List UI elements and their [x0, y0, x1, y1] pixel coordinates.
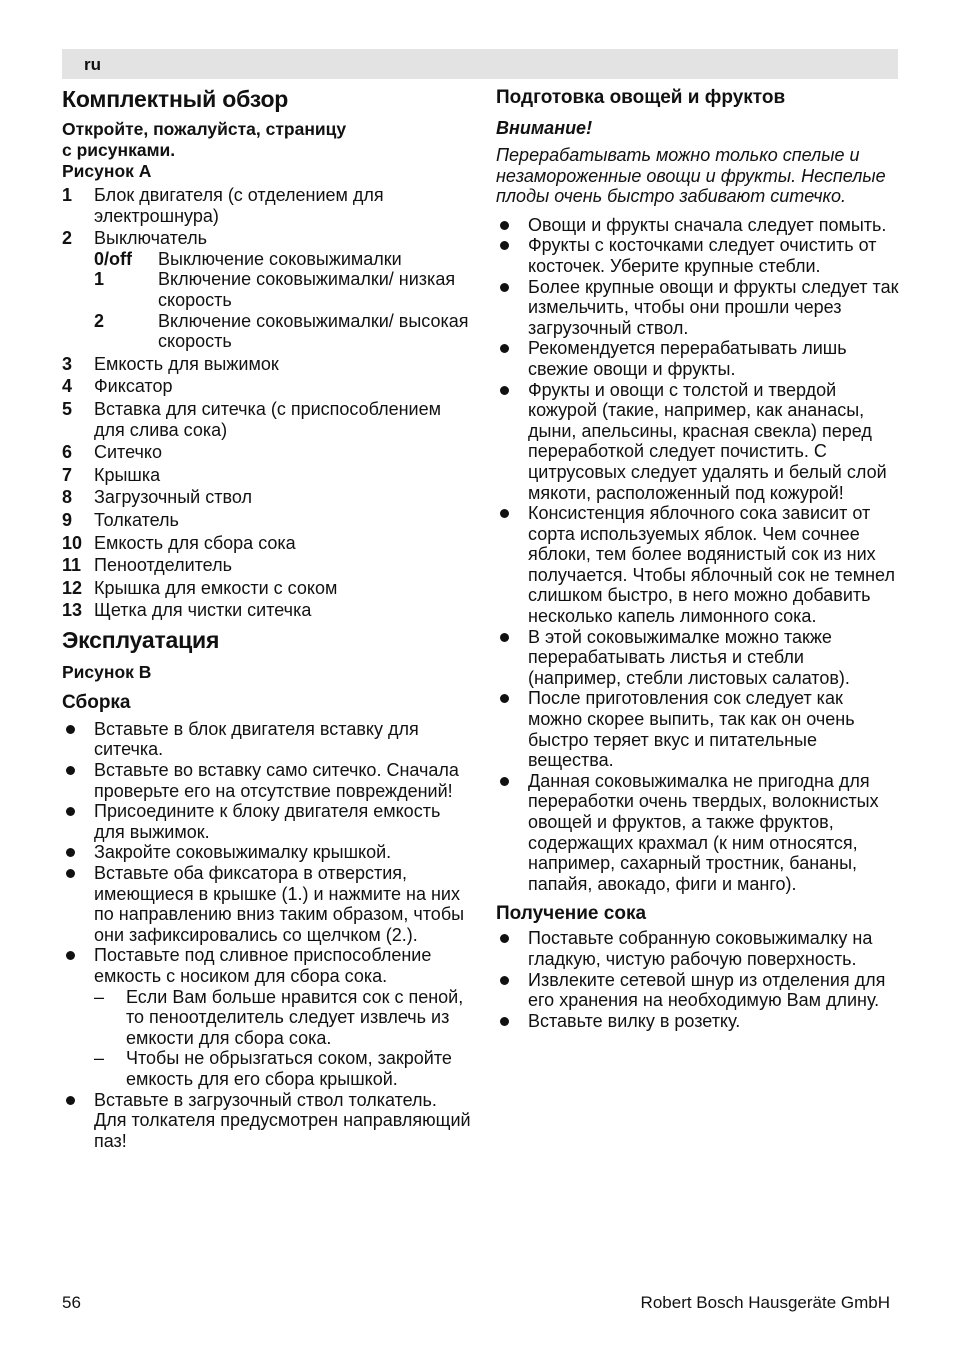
part-item: 8 Загрузочный ствол — [62, 487, 252, 508]
part-item: 4 Фиксатор — [62, 376, 173, 397]
part-item: 13 Щетка для чистки ситечка — [62, 600, 312, 621]
list-item: Рекомендуется перерабатывать лишь свежие овощи и фрукты. — [496, 338, 900, 379]
juice-heading: Получение сока — [496, 903, 647, 925]
list-item: Консистенция яблочного сока зависит от сорта используемых яблок. Чем сочнее яблоки, тем более водянистый сок из них получается. Чтобы яблочный сок не темнел слишком быстро, в него можно добавить несколько капель лимонного сока. — [496, 503, 900, 627]
list-item: Вставьте в блок двигателя вставку для ситечка. — [62, 719, 472, 760]
list-item: После приготовления сок следует как можно скорее выпить, так как он очень быстро теряет вкус и питательные вещества. — [496, 688, 900, 770]
juice-list — [496, 928, 900, 1031]
switch-option: 1 Включение соковыжималки/ низкая скорость — [94, 269, 456, 310]
list-item: Фрукты и овощи с толстой и твердой кожурой (такие, например, как ананасы, дыни, апельсины, красная свекла) перед переработкой следует почистить. С цитрусовых следует удалять и белый слой мякоти, расположенный под кожурой! — [496, 380, 900, 504]
right-column — [496, 86, 900, 1031]
page-number: 56 — [62, 1293, 81, 1312]
list-item: – Если Вам больше нравится сок с пеной, то пеноотделитель следует извлечь из емкости для сбора сока. — [94, 987, 472, 1049]
part-item: 12 Крышка для емкости с соком — [62, 577, 338, 598]
list-item: Фрукты с косточками следует очистить от косточек. Уберите крупные стебли. — [496, 235, 900, 276]
left-column — [62, 86, 472, 1151]
part-item: 11 Пеноотделитель — [62, 555, 232, 576]
assembly-dash-list — [94, 987, 472, 1090]
part-item: 10 Емкость для сбора сока — [62, 532, 296, 553]
list-item: Извлеките сетевой шнур из отделения для его хранения на необходимую Вам длину. — [496, 970, 900, 1011]
switch-option: 2 Включение соковыжималки/ высокая скорость — [94, 310, 469, 352]
open-page-line-2: с рисунками. — [62, 140, 176, 160]
part-item: 2 Выключатель — [62, 228, 207, 249]
language-code: ru — [84, 55, 101, 74]
list-item: Вставьте в загрузочный ствол толкатель. Для толкателя предусмотрен направляющий паз! — [62, 1090, 472, 1152]
overview-heading: Комплектный обзор — [62, 86, 289, 112]
part-item: 1 Блок двигателя (с отделением для электрошнура) — [62, 185, 384, 226]
list-item: В этой соковыжималке можно также перерабатывать листья и стебли (например, стебли листовых салатов). — [496, 627, 900, 689]
publisher-name: Robert Bosch Hausgeräte GmbH — [640, 1293, 890, 1312]
operation-heading: Эксплуатация — [62, 626, 220, 653]
part-item: 7 Крышка — [62, 464, 161, 485]
open-page-line-1: Откройте, пожалуйста, страницу — [62, 119, 347, 139]
part-item: 6 Ситечко — [62, 442, 162, 463]
list-item: Более крупные овощи и фрукты следует так измельчить, чтобы они прошли через загрузочный ствол. — [496, 277, 900, 339]
assembly-list-end — [62, 1090, 472, 1152]
attention-text: Перерабатывать можно только спелые и незамороженные овощи и фрукты. Неспелые плоды очень быстро забивают ситечко. — [496, 145, 886, 207]
language-bar — [62, 49, 898, 79]
assembly-heading: Сборка — [62, 691, 131, 713]
assembly-list — [62, 719, 472, 987]
attention-label: Внимание! — [496, 118, 593, 138]
prep-list — [496, 215, 900, 895]
list-item: Поставьте под сливное приспособление емкость с носиком для сбора сока. — [62, 945, 472, 986]
list-item: Вставьте вилку в розетку. — [496, 1011, 900, 1032]
prep-heading: Подготовка овощей и фруктов — [496, 87, 786, 108]
list-item: Закройте соковыжималку крышкой. — [62, 842, 472, 863]
switch-option: 0/off Выключение соковыжималки — [94, 248, 402, 269]
list-item: Присоедините к блоку двигателя емкость для выжимок. — [62, 801, 472, 842]
part-item: 5 Вставка для ситечка (с приспособлением для слива сока) — [62, 398, 442, 440]
list-item: Овощи и фрукты сначала следует помыть. — [496, 215, 900, 236]
list-item: Поставьте собранную соковыжималку на гладкую, чистую рабочую поверхность. — [496, 928, 900, 969]
list-item: Данная соковыжималка не пригодна для переработки очень твердых, волокнистых овощей и фруктов, а также фруктов, содержащих крахмал (к ним относятся, например, сахарный тростник, бананы, папайя, авокадо, фиги и манго). — [496, 771, 900, 895]
parts-list — [62, 185, 472, 621]
list-item: Вставьте оба фиксатора в отверстия, имеющиеся в крышке (1.) и нажмите на них по направлению вниз таким образом, чтобы они зафиксировались со щелчком (2.). — [62, 863, 472, 945]
part-item: 9 Толкатель — [62, 509, 179, 530]
figure-a-label: Рисунок А — [62, 161, 152, 181]
switch-options — [94, 249, 472, 352]
list-item: Вставьте во вставку само ситечко. Сначала проверьте его на отсутствие повреждений! — [62, 760, 472, 801]
part-item: 3 Емкость для выжимок — [62, 353, 279, 374]
figure-b-label: Рисунок B — [62, 661, 152, 682]
list-item: – Чтобы не обрызгаться соком, закройте емкость для его сбора крышкой. — [94, 1048, 472, 1089]
